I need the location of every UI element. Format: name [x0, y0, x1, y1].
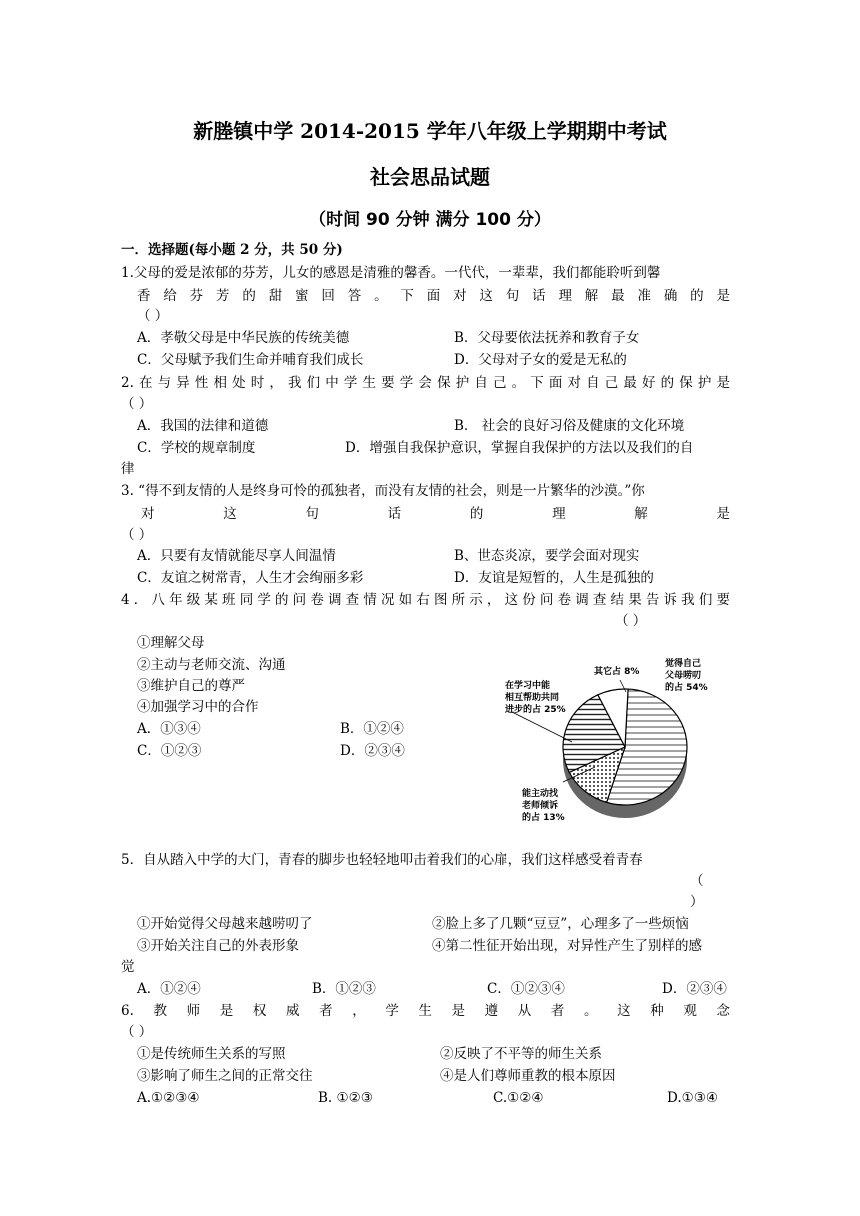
q5-option-a: A．①②④: [137, 981, 201, 997]
q4-option-d: D．②③④: [340, 743, 405, 759]
label-teacher-1: 能主动找: [522, 789, 559, 799]
exam-title: 新塍镇中学 2014-2015 学年八年级上学期期中考试: [193, 119, 667, 143]
q6-item-3: ③影响了师生之间的正常交往: [137, 1068, 313, 1084]
q2-option-d: D．增强自我保护意识，掌握自我保护的方法以及我们的自: [345, 440, 694, 456]
q1-option-d: D．父母对子女的爱是无私的: [454, 352, 627, 368]
q1-option-c: C．父母赋予我们生命并哺育我们成长: [137, 352, 364, 368]
q2-option-d-cont: 律: [121, 461, 135, 477]
time-info: （时间 90 分钟 满分 100 分）: [309, 210, 551, 230]
q2-option-c: C．学校的规章制度: [137, 440, 256, 456]
q5-option-b: B．①②③: [312, 981, 376, 997]
q5-item-2: ②脸上多了几颗“豆豆”，心理多了一些烦恼: [432, 916, 689, 932]
q5-item-4: ④第二性征开始出现，对异性产生了别样的感: [432, 938, 702, 954]
q4-item-3: ③维护自己的尊严: [137, 678, 245, 694]
q2-option-b: B． 社会的良好习俗及健康的文化环境: [454, 418, 685, 434]
q6-option-b: B. ①②③: [318, 1090, 373, 1106]
q3-option-a: A．只要有友情就能尽享人间温情: [137, 548, 336, 564]
q5-option-c: C．①②③④: [487, 981, 565, 997]
q4-item-4: ④加强学习中的合作: [137, 699, 259, 715]
label-parents-2: 父母唠叨: [665, 671, 702, 681]
q3-option-b: B、世态炎凉，要学会面对现实: [454, 548, 640, 564]
label-teacher-3: 的占 13%: [522, 813, 565, 823]
q2-bracket: （ ）: [121, 396, 153, 412]
q3-stem-cont: 对这句话的理解是: [141, 506, 730, 522]
q4-option-a: A．①③④: [137, 721, 201, 737]
label-other: 其它占 8%: [594, 667, 640, 677]
q4-bracket: （ ）: [615, 613, 647, 629]
q4-item-2: ②主动与老师交流、沟通: [137, 657, 286, 673]
q2-option-a: A．我国的法律和道德: [137, 418, 269, 434]
q5-item-4-cont: 觉: [121, 959, 135, 975]
q4-option-b: B．①②④: [340, 721, 404, 737]
q1-bracket: （ ）: [137, 308, 169, 324]
q6-item-4: ④是人们尊师重教的根本原因: [440, 1068, 616, 1084]
q4-item-1: ①理解父母: [137, 635, 205, 651]
q2-stem: 2.在与异性相处时，我们中学生要学会保护自己。下面对自己最好的保护是: [121, 375, 730, 391]
label-parents-3: 的占 54%: [665, 683, 708, 693]
survey-pie-chart: [500, 652, 730, 837]
q3-stem: 3. “得不到友情的人是终身可怜的孤独者，而没有友情的社会，则是一片繁华的沙漠。”你: [121, 483, 645, 499]
q3-bracket: （ ）: [121, 527, 153, 543]
q4-stem: 4．八年级某班同学的问卷调查情况如右图所示，这份问卷调查结果告诉我们要: [121, 592, 730, 608]
exam-subtitle: 社会思品试题: [370, 165, 490, 189]
q5-option-d: D．②③④: [662, 981, 727, 997]
q5-bracket-right: ）: [690, 894, 704, 910]
q5-item-3: ③开始关注自己的外表形象: [137, 938, 299, 954]
label-study-1: 在学习中能: [505, 681, 551, 691]
section-heading: 一．选择题(每小题 2 分，共 50 分): [121, 242, 343, 258]
q5-bracket-left: （: [690, 873, 704, 889]
q6-item-1: ①是传统师生关系的写照: [137, 1046, 286, 1062]
q5-item-1: ①开始觉得父母越来越唠叨了: [137, 916, 313, 932]
label-study-3: 进步的占 25%: [505, 705, 566, 715]
q6-option-a: A.①②③④: [137, 1090, 200, 1106]
label-parents-1: 觉得自己: [665, 659, 702, 669]
q6-bracket: （ ）: [121, 1024, 153, 1040]
q3-option-d: D．友谊是短暂的，人生是孤独的: [454, 570, 654, 586]
label-teacher-2: 老师倾诉: [522, 801, 559, 811]
q6-option-c: C.①②④: [493, 1090, 544, 1106]
q6-option-d: D.①③④: [667, 1090, 718, 1106]
q6-item-2: ②反映了不平等的师生关系: [440, 1046, 602, 1062]
q5-stem: 5．自从踏入中学的大门，青春的脚步也轻轻地叩击着我们的心扉，我们这样感受着青春: [121, 852, 643, 868]
q1-option-a: A．孝敬父母是中华民族的传统美德: [137, 330, 350, 346]
q1-stem: 1.父母的爱是浓郁的芬芳，儿女的感恩是清雅的馨香。一代代，一辈辈，我们都能聆听到馨: [121, 265, 661, 281]
label-study-2: 相互帮助共同: [505, 693, 560, 703]
q3-option-c: C．友谊之树常青，人生才会绚丽多彩: [137, 570, 364, 586]
q1-stem-cont: 香给芬芳的甜蜜回答。下面对这句话理解最准确的是: [137, 288, 730, 304]
q1-option-b: B．父母要依法抚养和教育子女: [454, 330, 640, 346]
q6-stem: 6.教师是权威者，学生是遵从者。这种观念: [121, 1003, 730, 1019]
q4-option-c: C．①②③: [137, 743, 202, 759]
